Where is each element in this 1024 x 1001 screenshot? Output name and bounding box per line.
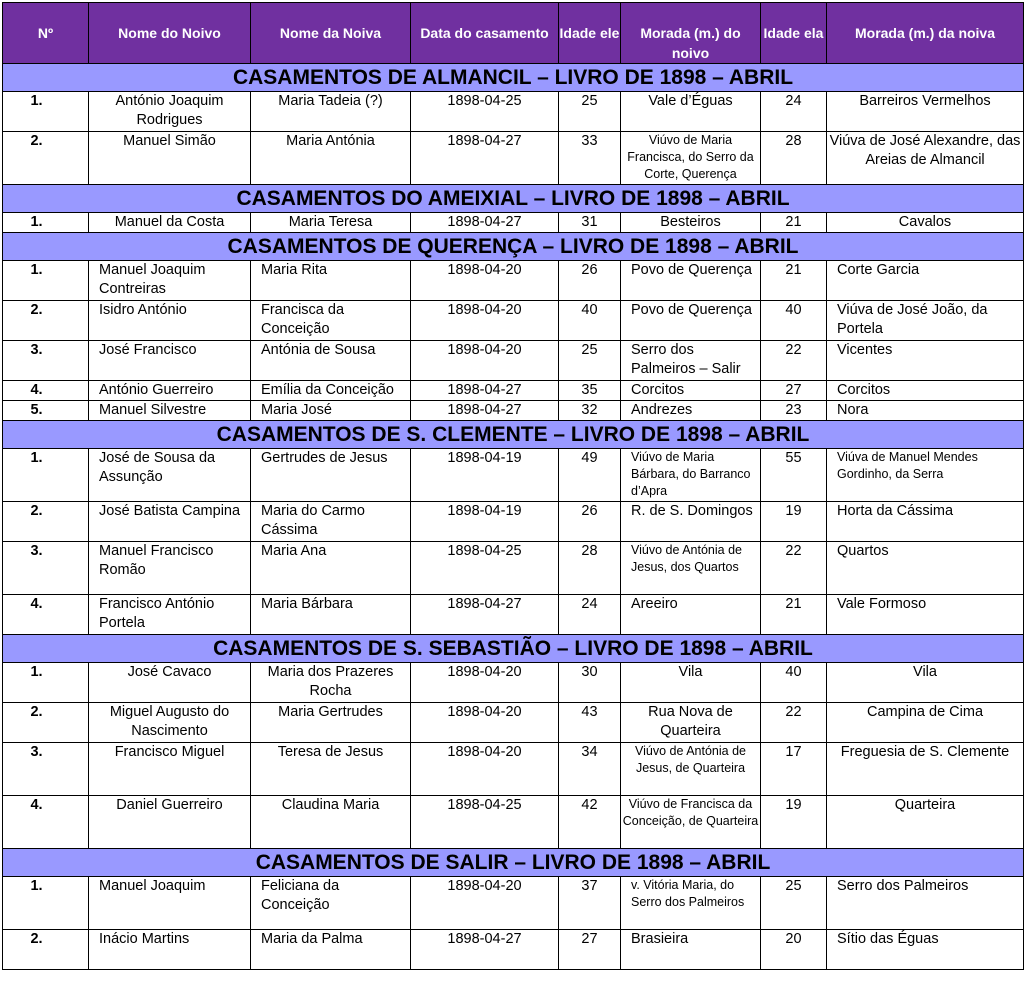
groom-name: José de Sousa da Assunção	[89, 449, 251, 502]
bride-name: Maria José	[251, 401, 411, 421]
bride-age: 22	[761, 341, 827, 381]
header-groom-address: Morada (m.) do noivo	[621, 3, 761, 64]
bride-address: Quarteira	[827, 796, 1024, 849]
row-number: 3.	[3, 542, 89, 595]
bride-age: 27	[761, 381, 827, 401]
bride-age: 28	[761, 132, 827, 185]
groom-age: 42	[559, 796, 621, 849]
table-row	[3, 132, 1024, 185]
row-number: 4.	[3, 595, 89, 635]
bride-address: Corte Garcia	[827, 261, 1024, 301]
header-groom-age: Idade ele	[559, 3, 621, 64]
wedding-date: 1898-04-20	[411, 877, 559, 930]
table-row	[3, 743, 1024, 796]
table-row	[3, 213, 1024, 233]
table-row	[3, 401, 1024, 421]
bride-name: Maria da Palma	[251, 930, 411, 970]
bride-name: Maria Ana	[251, 542, 411, 595]
table-row	[3, 261, 1024, 301]
wedding-date: 1898-04-20	[411, 703, 559, 743]
wedding-date: 1898-04-20	[411, 261, 559, 301]
row-number: 3.	[3, 341, 89, 381]
wedding-date: 1898-04-20	[411, 341, 559, 381]
wedding-date: 1898-04-20	[411, 743, 559, 796]
groom-address: Vale d’Éguas	[621, 92, 761, 132]
row-number: 2.	[3, 502, 89, 542]
header-bride-age: Idade ela	[761, 3, 827, 64]
groom-address: Serro dos Palmeiros – Salir	[621, 341, 761, 381]
section-header-querenca	[3, 233, 1024, 261]
bride-age: 21	[761, 261, 827, 301]
groom-address: Vila	[621, 663, 761, 703]
bride-age: 21	[761, 213, 827, 233]
row-number: 1.	[3, 449, 89, 502]
groom-age: 31	[559, 213, 621, 233]
section-header-s-clemente	[3, 421, 1024, 449]
row-number: 1.	[3, 213, 89, 233]
groom-age: 25	[559, 341, 621, 381]
groom-age: 35	[559, 381, 621, 401]
section-title: CASAMENTOS DE QUERENÇA – LIVRO DE 1898 – ABRIL	[3, 233, 1024, 261]
groom-name: António Joaquim Rodrigues	[89, 92, 251, 132]
groom-name: Francisco António Portela	[89, 595, 251, 635]
groom-address: v. Vitória Maria, do Serro dos Palmeiros	[621, 877, 761, 930]
section-title: CASAMENTOS DO AMEIXIAL – LIVRO DE 1898 – ABRIL	[3, 185, 1024, 213]
wedding-date: 1898-04-27	[411, 132, 559, 185]
header-bride-name: Nome da Noiva	[251, 3, 411, 64]
table-row	[3, 502, 1024, 542]
groom-age: 30	[559, 663, 621, 703]
bride-age: 19	[761, 796, 827, 849]
bride-name: Francisca da Conceição	[251, 301, 411, 341]
groom-age: 34	[559, 743, 621, 796]
bride-address: Vicentes	[827, 341, 1024, 381]
groom-age: 28	[559, 542, 621, 595]
bride-name: Antónia de Sousa	[251, 341, 411, 381]
groom-name: José Batista Campina	[89, 502, 251, 542]
wedding-date: 1898-04-20	[411, 663, 559, 703]
groom-name: Inácio Martins	[89, 930, 251, 970]
bride-name: Gertrudes de Jesus	[251, 449, 411, 502]
groom-address: Viúvo de Maria Francisca, do Serro da Corte, Querença	[621, 132, 761, 185]
groom-address: Povo de Querença	[621, 301, 761, 341]
table-row	[3, 930, 1024, 970]
bride-name: Teresa de Jesus	[251, 743, 411, 796]
bride-age: 25	[761, 877, 827, 930]
section-header-almancil	[3, 64, 1024, 92]
bride-name: Feliciana da Conceição	[251, 877, 411, 930]
bride-address: Viúva de José João, da Portela	[827, 301, 1024, 341]
section-title: CASAMENTOS DE S. CLEMENTE – LIVRO DE 1898 – ABRIL	[3, 421, 1024, 449]
table-row	[3, 381, 1024, 401]
groom-age: 25	[559, 92, 621, 132]
groom-age: 49	[559, 449, 621, 502]
table-row	[3, 301, 1024, 341]
header-bride-address: Morada (m.) da noiva	[827, 3, 1024, 64]
wedding-date: 1898-04-20	[411, 301, 559, 341]
header-groom-name: Nome do Noivo	[89, 3, 251, 64]
section-title: CASAMENTOS DE SALIR – LIVRO DE 1898 – ABRIL	[3, 849, 1024, 877]
groom-address: Corcitos	[621, 381, 761, 401]
table-row	[3, 449, 1024, 502]
groom-name: Manuel da Costa	[89, 213, 251, 233]
bride-address: Vila	[827, 663, 1024, 703]
bride-age: 24	[761, 92, 827, 132]
table-row	[3, 663, 1024, 703]
bride-age: 23	[761, 401, 827, 421]
groom-age: 40	[559, 301, 621, 341]
row-number: 4.	[3, 796, 89, 849]
row-number: 4.	[3, 381, 89, 401]
bride-age: 40	[761, 301, 827, 341]
groom-name: Manuel Joaquim	[89, 877, 251, 930]
wedding-date: 1898-04-25	[411, 92, 559, 132]
groom-address: Brasieira	[621, 930, 761, 970]
groom-age: 33	[559, 132, 621, 185]
groom-age: 27	[559, 930, 621, 970]
bride-age: 55	[761, 449, 827, 502]
groom-name: Miguel Augusto do Nascimento	[89, 703, 251, 743]
row-number: 1.	[3, 92, 89, 132]
groom-age: 32	[559, 401, 621, 421]
bride-name: Maria Gertrudes	[251, 703, 411, 743]
bride-address: Quartos	[827, 542, 1024, 595]
bride-name: Claudina Maria	[251, 796, 411, 849]
groom-name: Manuel Silvestre	[89, 401, 251, 421]
groom-address: Povo de Querença	[621, 261, 761, 301]
wedding-date: 1898-04-25	[411, 542, 559, 595]
wedding-date: 1898-04-27	[411, 213, 559, 233]
bride-address: Barreiros Vermelhos	[827, 92, 1024, 132]
groom-age: 43	[559, 703, 621, 743]
wedding-date: 1898-04-27	[411, 595, 559, 635]
bride-address: Corcitos	[827, 381, 1024, 401]
groom-name: Isidro António	[89, 301, 251, 341]
groom-address: Andrezes	[621, 401, 761, 421]
groom-address: Viúvo de Francisca da Conceição, de Quarteira	[621, 796, 761, 849]
bride-address: Nora	[827, 401, 1024, 421]
bride-name: Maria Antónia	[251, 132, 411, 185]
groom-age: 37	[559, 877, 621, 930]
table-row	[3, 92, 1024, 132]
bride-name: Maria Rita	[251, 261, 411, 301]
bride-address: Sítio das Éguas	[827, 930, 1024, 970]
table-row	[3, 341, 1024, 381]
row-number: 2.	[3, 132, 89, 185]
bride-age: 40	[761, 663, 827, 703]
bride-address: Viúva de Manuel Mendes Gordinho, da Serra	[827, 449, 1024, 502]
bride-address: Freguesia de S. Clemente	[827, 743, 1024, 796]
bride-address: Vale Formoso	[827, 595, 1024, 635]
groom-address: Viúvo de Maria Bárbara, do Barranco d’Apra	[621, 449, 761, 502]
groom-age: 24	[559, 595, 621, 635]
bride-age: 22	[761, 703, 827, 743]
groom-age: 26	[559, 261, 621, 301]
bride-age: 21	[761, 595, 827, 635]
bride-age: 20	[761, 930, 827, 970]
wedding-date: 1898-04-27	[411, 401, 559, 421]
row-number: 2.	[3, 930, 89, 970]
wedding-date: 1898-04-27	[411, 381, 559, 401]
groom-age: 26	[559, 502, 621, 542]
bride-address: Cavalos	[827, 213, 1024, 233]
wedding-date: 1898-04-25	[411, 796, 559, 849]
groom-address: Besteiros	[621, 213, 761, 233]
section-title: CASAMENTOS DE S. SEBASTIÃO – LIVRO DE 1898 – ABRIL	[3, 635, 1024, 663]
groom-name: Manuel Joaquim Contreiras	[89, 261, 251, 301]
bride-address: Serro dos Palmeiros	[827, 877, 1024, 930]
row-number: 2.	[3, 301, 89, 341]
row-number: 1.	[3, 663, 89, 703]
row-number: 1.	[3, 261, 89, 301]
bride-name: Maria Tadeia (?)	[251, 92, 411, 132]
header-number: Nº	[3, 3, 89, 64]
table-row	[3, 703, 1024, 743]
table-row	[3, 796, 1024, 849]
bride-name: Emília da Conceição	[251, 381, 411, 401]
bride-age: 22	[761, 542, 827, 595]
groom-name: Manuel Francisco Romão	[89, 542, 251, 595]
groom-address: R. de S. Domingos	[621, 502, 761, 542]
header-wedding-date: Data do casamento	[411, 3, 559, 64]
bride-name: Maria Bárbara	[251, 595, 411, 635]
row-number: 1.	[3, 877, 89, 930]
row-number: 2.	[3, 703, 89, 743]
wedding-date: 1898-04-19	[411, 502, 559, 542]
table-row	[3, 542, 1024, 595]
section-header-ameixial	[3, 185, 1024, 213]
bride-address: Campina de Cima	[827, 703, 1024, 743]
wedding-date: 1898-04-27	[411, 930, 559, 970]
bride-name: Maria do Carmo Cássima	[251, 502, 411, 542]
groom-address: Viúvo de Antónia de Jesus, de Quarteira	[621, 743, 761, 796]
groom-address: Viúvo de Antónia de Jesus, dos Quartos	[621, 542, 761, 595]
groom-name: Manuel Simão	[89, 132, 251, 185]
bride-name: Maria dos Prazeres Rocha	[251, 663, 411, 703]
groom-name: Francisco Miguel	[89, 743, 251, 796]
bride-address: Viúva de José Alexandre, das Areias de Almancil	[827, 132, 1024, 185]
bride-name: Maria Teresa	[251, 213, 411, 233]
row-number: 3.	[3, 743, 89, 796]
section-title: CASAMENTOS DE ALMANCIL – LIVRO DE 1898 – ABRIL	[3, 64, 1024, 92]
bride-address: Horta da Cássima	[827, 502, 1024, 542]
wedding-date: 1898-04-19	[411, 449, 559, 502]
row-number: 5.	[3, 401, 89, 421]
section-header-salir	[3, 849, 1024, 877]
groom-name: José Francisco	[89, 341, 251, 381]
bride-age: 17	[761, 743, 827, 796]
groom-name: José Cavaco	[89, 663, 251, 703]
table-row	[3, 595, 1024, 635]
groom-name: Daniel Guerreiro	[89, 796, 251, 849]
groom-address: Areeiro	[621, 595, 761, 635]
table-row	[3, 877, 1024, 930]
header-row	[3, 3, 1024, 64]
groom-address: Rua Nova de Quarteira	[621, 703, 761, 743]
section-header-s-sebastiao	[3, 635, 1024, 663]
groom-name: António Guerreiro	[89, 381, 251, 401]
marriage-register-table	[2, 2, 1024, 970]
bride-age: 19	[761, 502, 827, 542]
